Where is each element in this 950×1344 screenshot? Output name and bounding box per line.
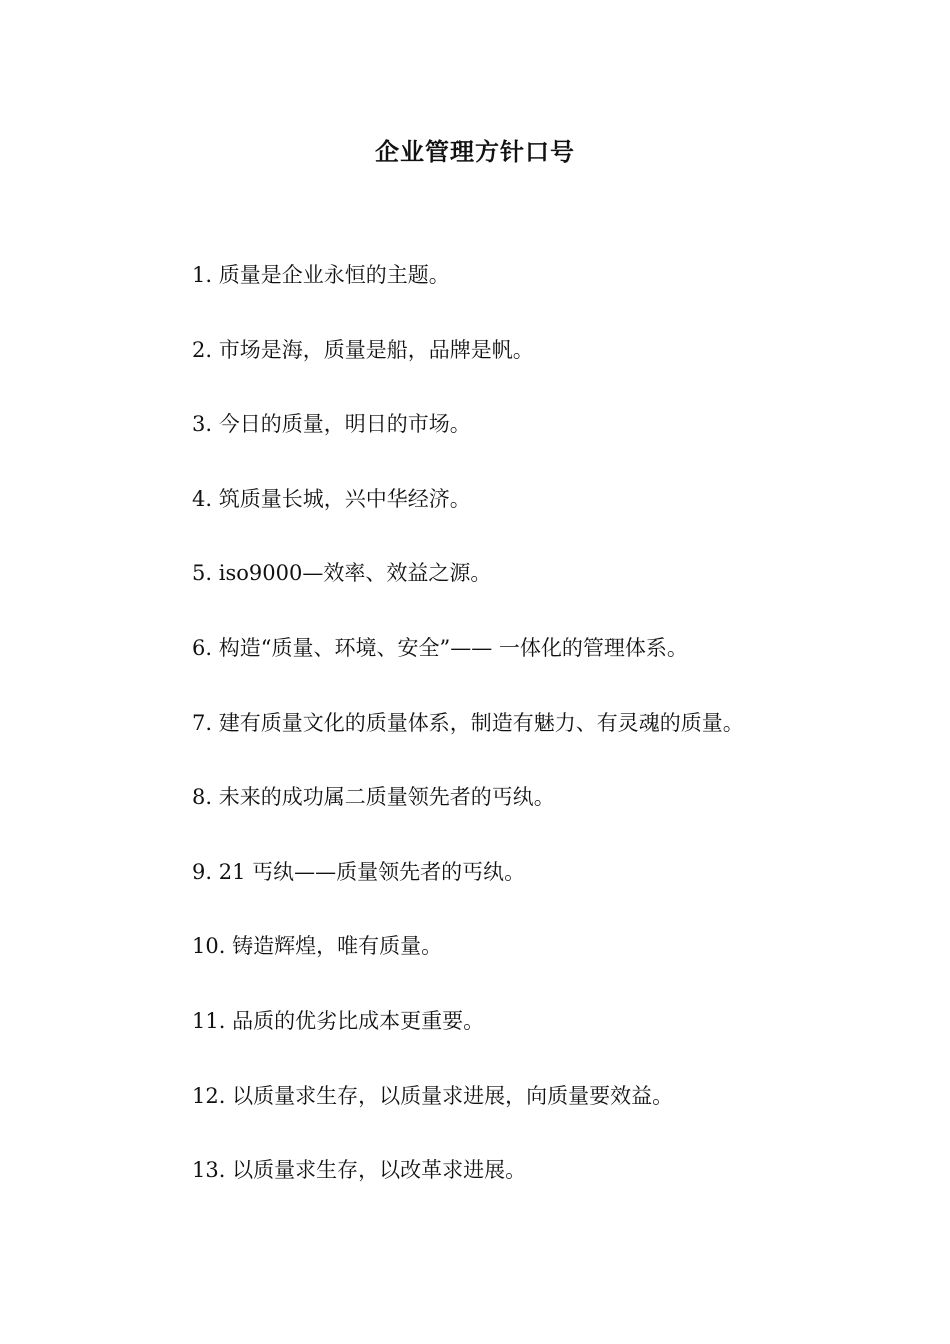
item-number: 11.	[192, 1008, 226, 1033]
item-text: 今日的质量，明日的市场。	[218, 412, 471, 437]
item-number: 13.	[192, 1158, 226, 1183]
item-number: 3.	[192, 412, 213, 437]
item-text: 未来的成功属二质量领先者的丐纨。	[218, 785, 555, 810]
item-text: 市场是海，质量是船，品牌是帆。	[218, 337, 534, 362]
item-number: 2.	[192, 337, 213, 362]
item-number: 7.	[192, 710, 213, 735]
item-text: 筑质量长城，兴中华经济。	[218, 486, 471, 511]
item-number: 12.	[192, 1083, 226, 1108]
item-text: 构造“质量、环境、安全”—— 一体化的管理体系。	[218, 635, 688, 660]
item-text: 建有质量文化的质量体系，制造有魅力、有灵魂的质量。	[218, 710, 744, 735]
list-item	[192, 482, 892, 557]
list-item	[192, 1079, 892, 1154]
item-text: 质量是企业永恒的主题。	[218, 263, 450, 287]
item-text: 以质量求生存，以质量求进展，向质量要效益。	[232, 1083, 674, 1108]
list-item	[192, 333, 892, 408]
item-text: 21 丐纨——质量领先者的丐纨。	[218, 859, 526, 884]
document-title: 企业管理方针口号	[375, 137, 575, 166]
list-item	[192, 407, 892, 482]
item-text: iso9000—效率、效益之源。	[218, 561, 492, 586]
list-item	[192, 556, 892, 631]
list-item	[192, 855, 892, 930]
item-number: 10.	[192, 934, 226, 959]
item-number: 1.	[192, 263, 213, 287]
item-number: 8.	[192, 785, 213, 810]
item-text: 铸造辉煌，唯有质量。	[232, 934, 443, 959]
list-item	[192, 631, 892, 706]
list-item	[192, 706, 892, 781]
list-item	[192, 929, 892, 1004]
list-item	[192, 1004, 892, 1079]
item-text: 以质量求生存，以改革求进展。	[232, 1158, 527, 1183]
list-item	[192, 1153, 892, 1228]
list-item	[192, 780, 892, 855]
slogan-list	[192, 258, 892, 1228]
item-number: 6.	[192, 635, 213, 660]
item-text: 品质的优劣比成本更重要。	[232, 1008, 485, 1033]
list-item	[192, 258, 892, 333]
item-number: 5.	[192, 561, 213, 586]
item-number: 9.	[192, 859, 213, 884]
item-number: 4.	[192, 486, 213, 511]
